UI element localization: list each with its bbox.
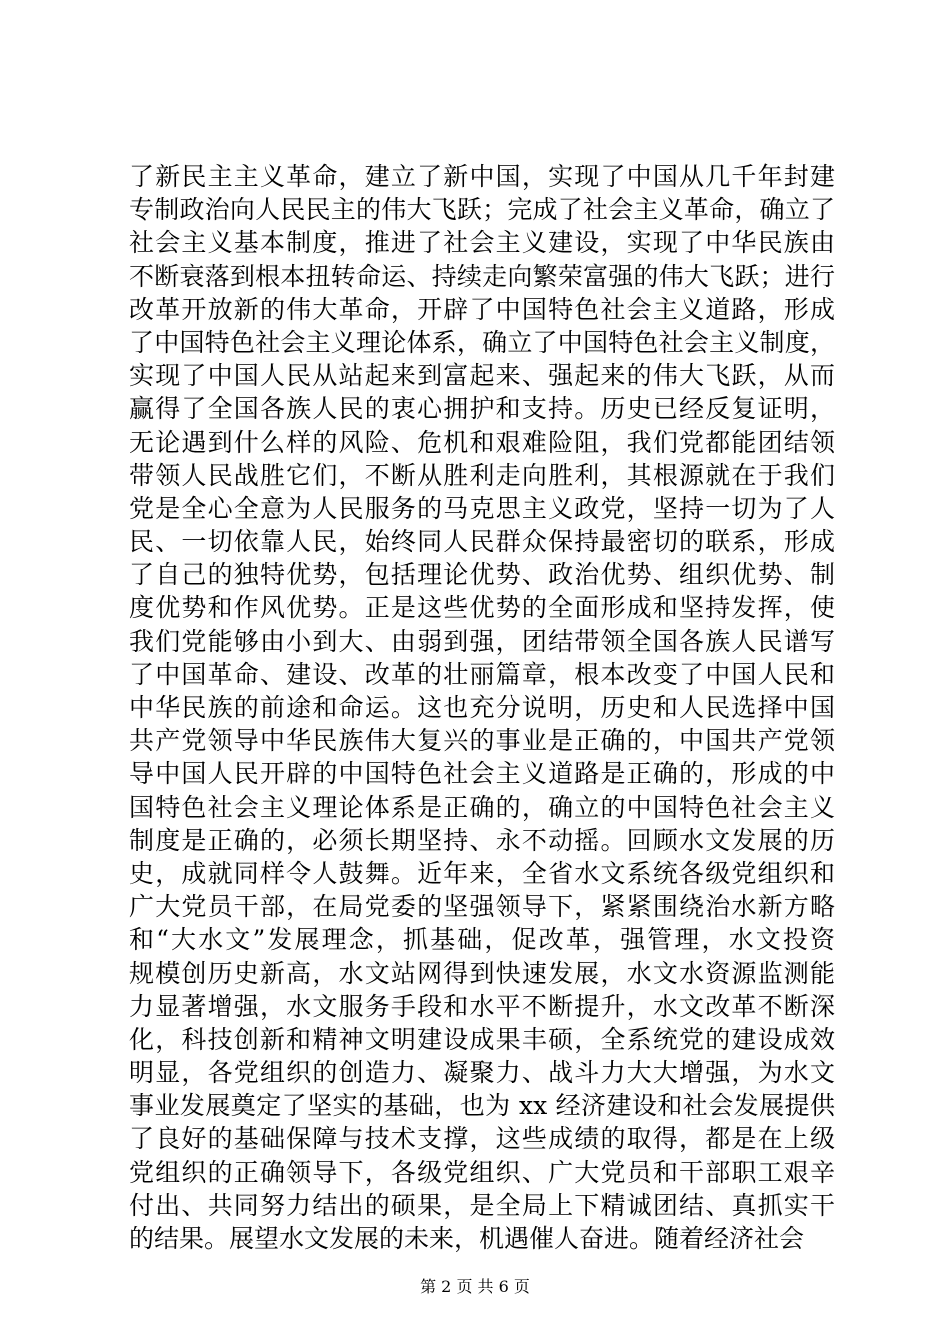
text-line: 了中国革命、建设、改革的壮丽篇章，根本改变了中国人民和 [129,659,835,689]
text-line: 了中国特色社会主义理论体系，确立了中国特色社会主义制度， [129,327,835,357]
text-line: 明显，各党组织的创造力、凝聚力、战斗力大大增强，为水文 [129,1058,835,1088]
text-line: 度优势和作风优势。正是这些优势的全面形成和坚持发挥，使 [129,593,835,623]
text-line: 改革开放新的伟大革命，开辟了中国特色社会主义道路，形成 [129,294,835,324]
text-line: 广大党员干部，在局党委的坚强领导下，紧紧围绕治水新方略 [129,892,835,922]
text-line: 党组织的正确领导下，各级党组织、广大党员和干部职工艰辛 [129,1157,835,1187]
text-line: 化，科技创新和精神文明建设成果丰硕，全系统党的建设成效 [129,1024,835,1054]
text-line: 付出、共同努力结出的硕果，是全局上下精诚团结、真抓实干 [129,1190,835,1220]
text-line: 了新民主主义革命，建立了新中国，实现了中国从几千年封建 [129,162,835,191]
text-line: 中华民族的前途和命运。这也充分说明，历史和人民选择中国 [129,693,835,722]
text-line: 了自己的独特优势，包括理论优势、政治优势、组织优势、制 [129,560,835,590]
text-line: 党是全心全意为人民服务的马克思主义政党，坚持一切为了人 [129,493,835,523]
text-line: 史，成就同样令人鼓舞。近年来，全省水文系统各级党组织和 [129,858,835,888]
text-line: 社会主义基本制度，推进了社会主义建设，实现了中华民族由 [129,228,835,258]
text-line: 导中国人民开辟的中国特色社会主义道路是正确的，形成的中 [129,759,835,789]
text-line: 无论遇到什么样的风险、危机和艰难险阻，我们党都能团结领 [129,427,835,457]
text-line: 专制政治向人民民主的伟大飞跃；完成了社会主义革命，确立了 [129,195,835,225]
text-line: 了良好的基础保障与技术支撑，这些成绩的取得，都是在上级 [129,1124,835,1154]
body-text [129,160,835,1255]
text-line: 我们党能够由小到大、由弱到强，团结带领全国各族人民谱写 [129,626,835,656]
text-line: 赢得了全国各族人民的衷心拥护和支持。历史已经反复证明， [129,394,835,424]
text-line: 的结果。展望水文发展的未来，机遇催人奋进。随着经济社会 [129,1224,805,1253]
text-line: 实现了中国人民从站起来到富起来、强起来的伟大飞跃，从而 [129,361,835,391]
text-line: 共产党领导中华民族伟大复兴的事业是正确的，中国共产党领 [129,726,835,756]
text-line: 力显著增强，水文服务手段和水平不断提升，水文改革不断深 [129,991,835,1021]
text-line: 国特色社会主义理论体系是正确的，确立的中国特色社会主义 [129,792,835,822]
text-line: 带领人民战胜它们，不断从胜利走向胜利，其根源就在于我们 [129,460,835,490]
page-footer: 第 2 页 共 6 页 [420,1277,530,1296]
text-line: 和“大水文”发展理念，抓基础，促改革，强管理，水文投资 [129,925,835,955]
text-line: 事业发展奠定了坚实的基础，也为 xx 经济建设和社会发展提供 [129,1091,835,1121]
text-line: 规模创历史新高，水文站网得到快速发展，水文水资源监测能 [129,958,835,988]
text-line: 不断衰落到根本扭转命运、持续走向繁荣富强的伟大飞跃；进行 [129,261,835,291]
text-line: 民、一切依靠人民，始终同人民群众保持最密切的联系，形成 [129,527,835,557]
text-line: 制度是正确的，必须长期坚持、永不动摇。回顾水文发展的历 [129,825,835,855]
